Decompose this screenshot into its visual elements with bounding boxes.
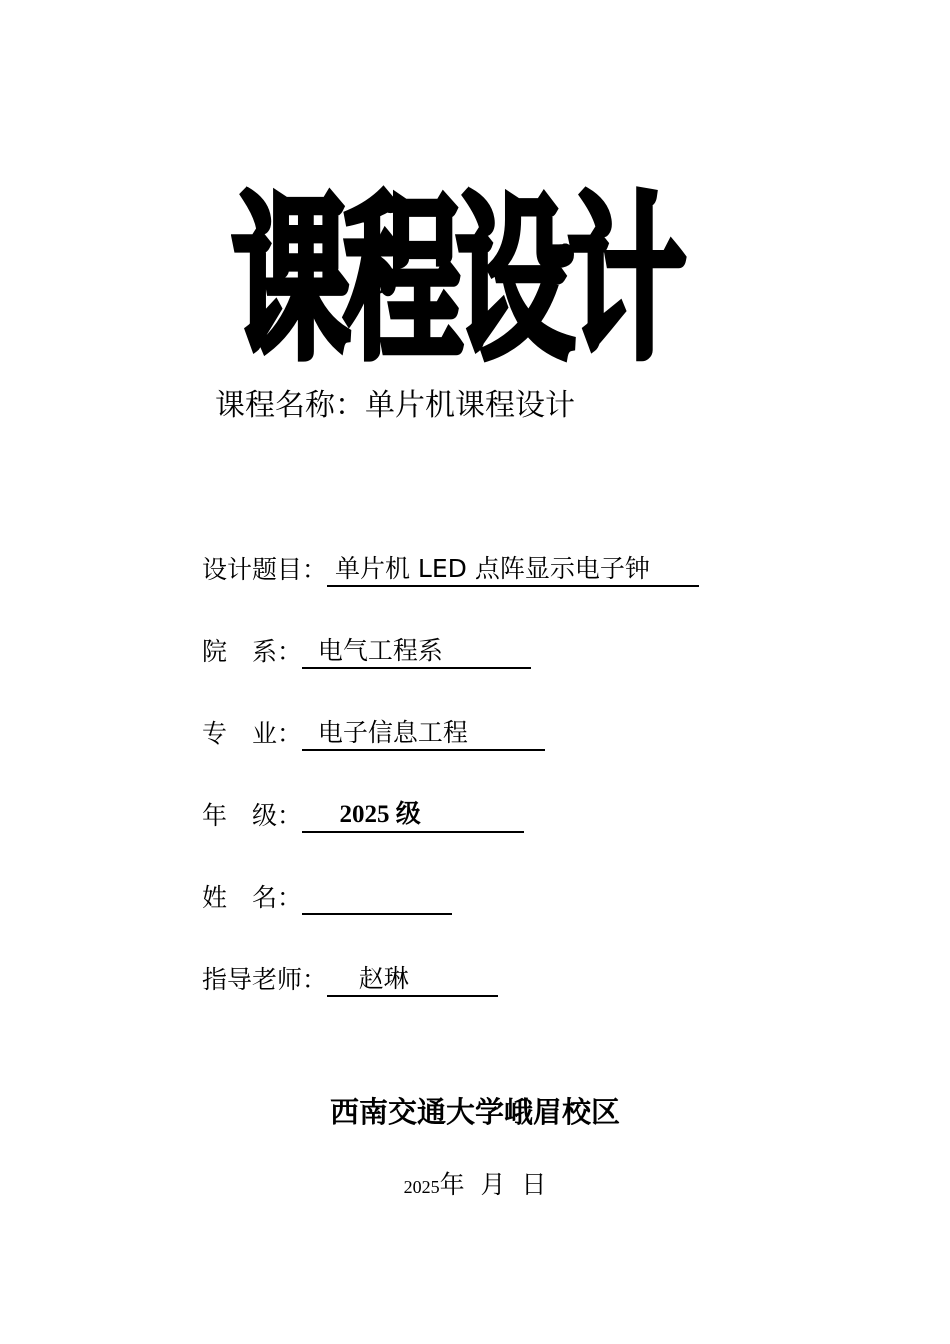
advisor-value: 赵琳 xyxy=(327,964,498,997)
name-field xyxy=(202,880,452,916)
date-day-unit: 日 xyxy=(521,1170,547,1199)
department-value: 电气工程系 xyxy=(302,636,531,669)
department-label: 院 系： xyxy=(202,637,303,666)
advisor-label: 指导老师： xyxy=(202,965,328,994)
school-name: 西南交通大学峨眉校区 xyxy=(329,1095,620,1129)
date-month-unit: 月 xyxy=(480,1170,506,1199)
date-year-unit: 年 xyxy=(439,1170,465,1199)
grade-value: 2025 级 xyxy=(302,800,524,833)
grade-field xyxy=(202,798,524,834)
course-name-label: 课程名称： xyxy=(215,388,365,423)
advisor-field xyxy=(202,962,498,998)
topic-value: 单片机 LED 点阵显示电子钟 xyxy=(327,554,699,587)
department-field xyxy=(202,634,531,670)
course-name-value: 单片机课程设计 xyxy=(365,388,575,423)
major-label: 专 业： xyxy=(202,719,303,748)
date-year: 2025 xyxy=(403,1177,440,1197)
date-line xyxy=(0,1168,950,1204)
topic-field xyxy=(202,552,699,588)
course-name-line xyxy=(215,384,575,428)
topic-label: 设计题目： xyxy=(202,555,328,584)
name-label: 姓 名： xyxy=(202,883,303,912)
major-value: 电子信息工程 xyxy=(302,718,545,751)
major-field xyxy=(202,716,545,752)
grade-label: 年 级： xyxy=(202,801,303,830)
name-value xyxy=(302,882,452,915)
cover-main-title: 课程设计 xyxy=(232,176,681,384)
